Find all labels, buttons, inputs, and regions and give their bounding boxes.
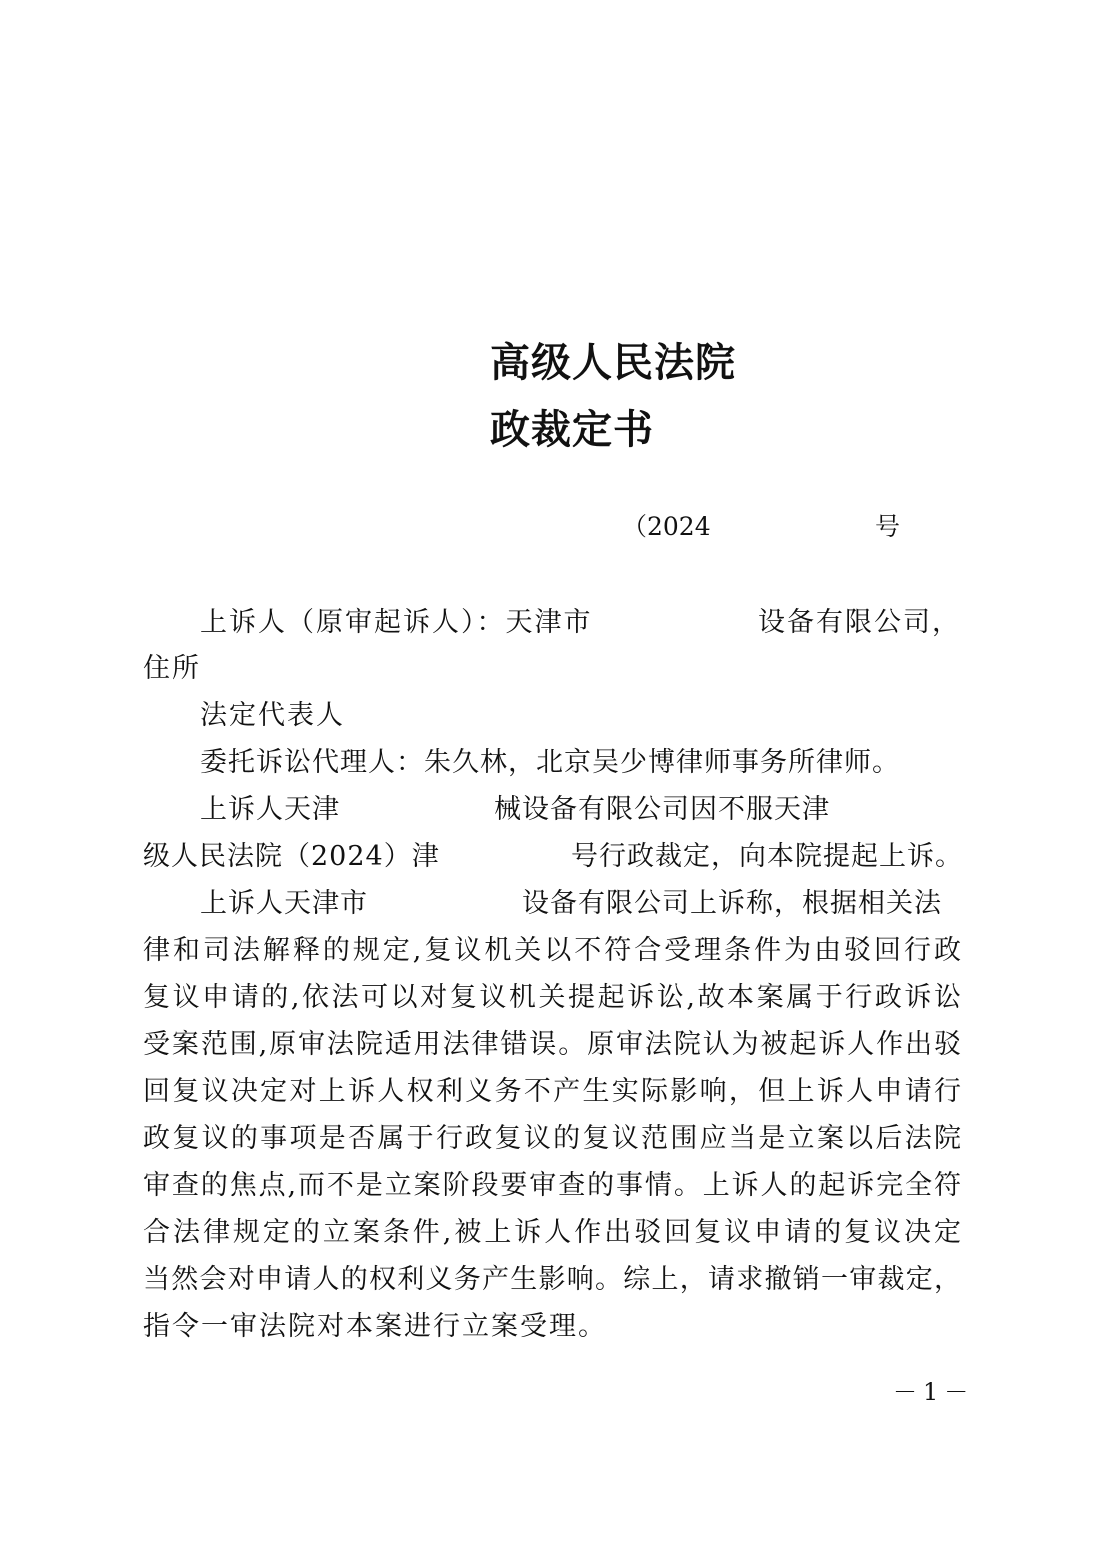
appeal-claim-text-line-last: 指令一审法院对本案进行立案受理。 [143,1311,607,1342]
document-type-heading: 政裁定书 [490,406,654,453]
address-label: 住所 [143,653,201,684]
appeal-claim-text-line: 审查的焦点,而不是立案阶段要审查的事情。上诉人的起诉完全符 [143,1170,961,1201]
appeal-claim-text-line: 政复议的事项是否属于行政复议的复议范围应当是立案以后法院 [143,1123,961,1154]
case-number-prefix: （2024 [622,512,711,541]
appeal-intro-line2-b: 号行政裁定，向本院提起上诉。 [571,841,963,872]
appellant-label: 上诉人（原审起诉人）：天津市 [200,607,593,638]
appeal-claim-text-line: 律和司法解释的规定,复议机关以不符合受理条件为由驳回行政 [143,935,961,966]
page-number: －1－ [893,1378,975,1406]
appeal-claim-line1-b: 设备有限公司上诉称，根据相关法 [522,888,942,919]
appeal-claim-text-line: 回复议决定对上诉人权利义务不产生实际影响，但上诉人申请行 [143,1076,961,1107]
case-number-suffix: 号 [875,512,901,541]
appeal-claim-text-line: 受案范围,原审法院适用法律错误。原审法院认为被起诉人作出驳 [143,1029,961,1060]
legal-representative-label: 法定代表人 [200,700,345,731]
court-name-heading: 高级人民法院 [490,339,736,386]
appeal-claim-text-line: 复议申请的,依法可以对复议机关提起诉讼,故本案属于行政诉讼 [143,982,961,1013]
appeal-claim-text-line: 当然会对申请人的权利义务产生影响。综上，请求撤销一审裁定， [143,1264,961,1295]
appeal-claim-text-line: 合法律规定的立案条件,被上诉人作出驳回复议申请的复议决定 [143,1217,961,1248]
litigation-agent: 委托诉讼代理人：朱久林，北京吴少博律师事务所律师。 [200,747,900,778]
appeal-claim-line1-a: 上诉人天津市 [200,888,368,919]
appellant-name-suffix: 设备有限公司， [758,607,961,638]
appeal-intro-line1-a: 上诉人天津 [200,794,340,825]
appeal-intro-line1-b: 械设备有限公司因不服天津 [494,794,830,825]
appeal-intro-line2-a: 级人民法院（2024）津 [143,841,440,872]
